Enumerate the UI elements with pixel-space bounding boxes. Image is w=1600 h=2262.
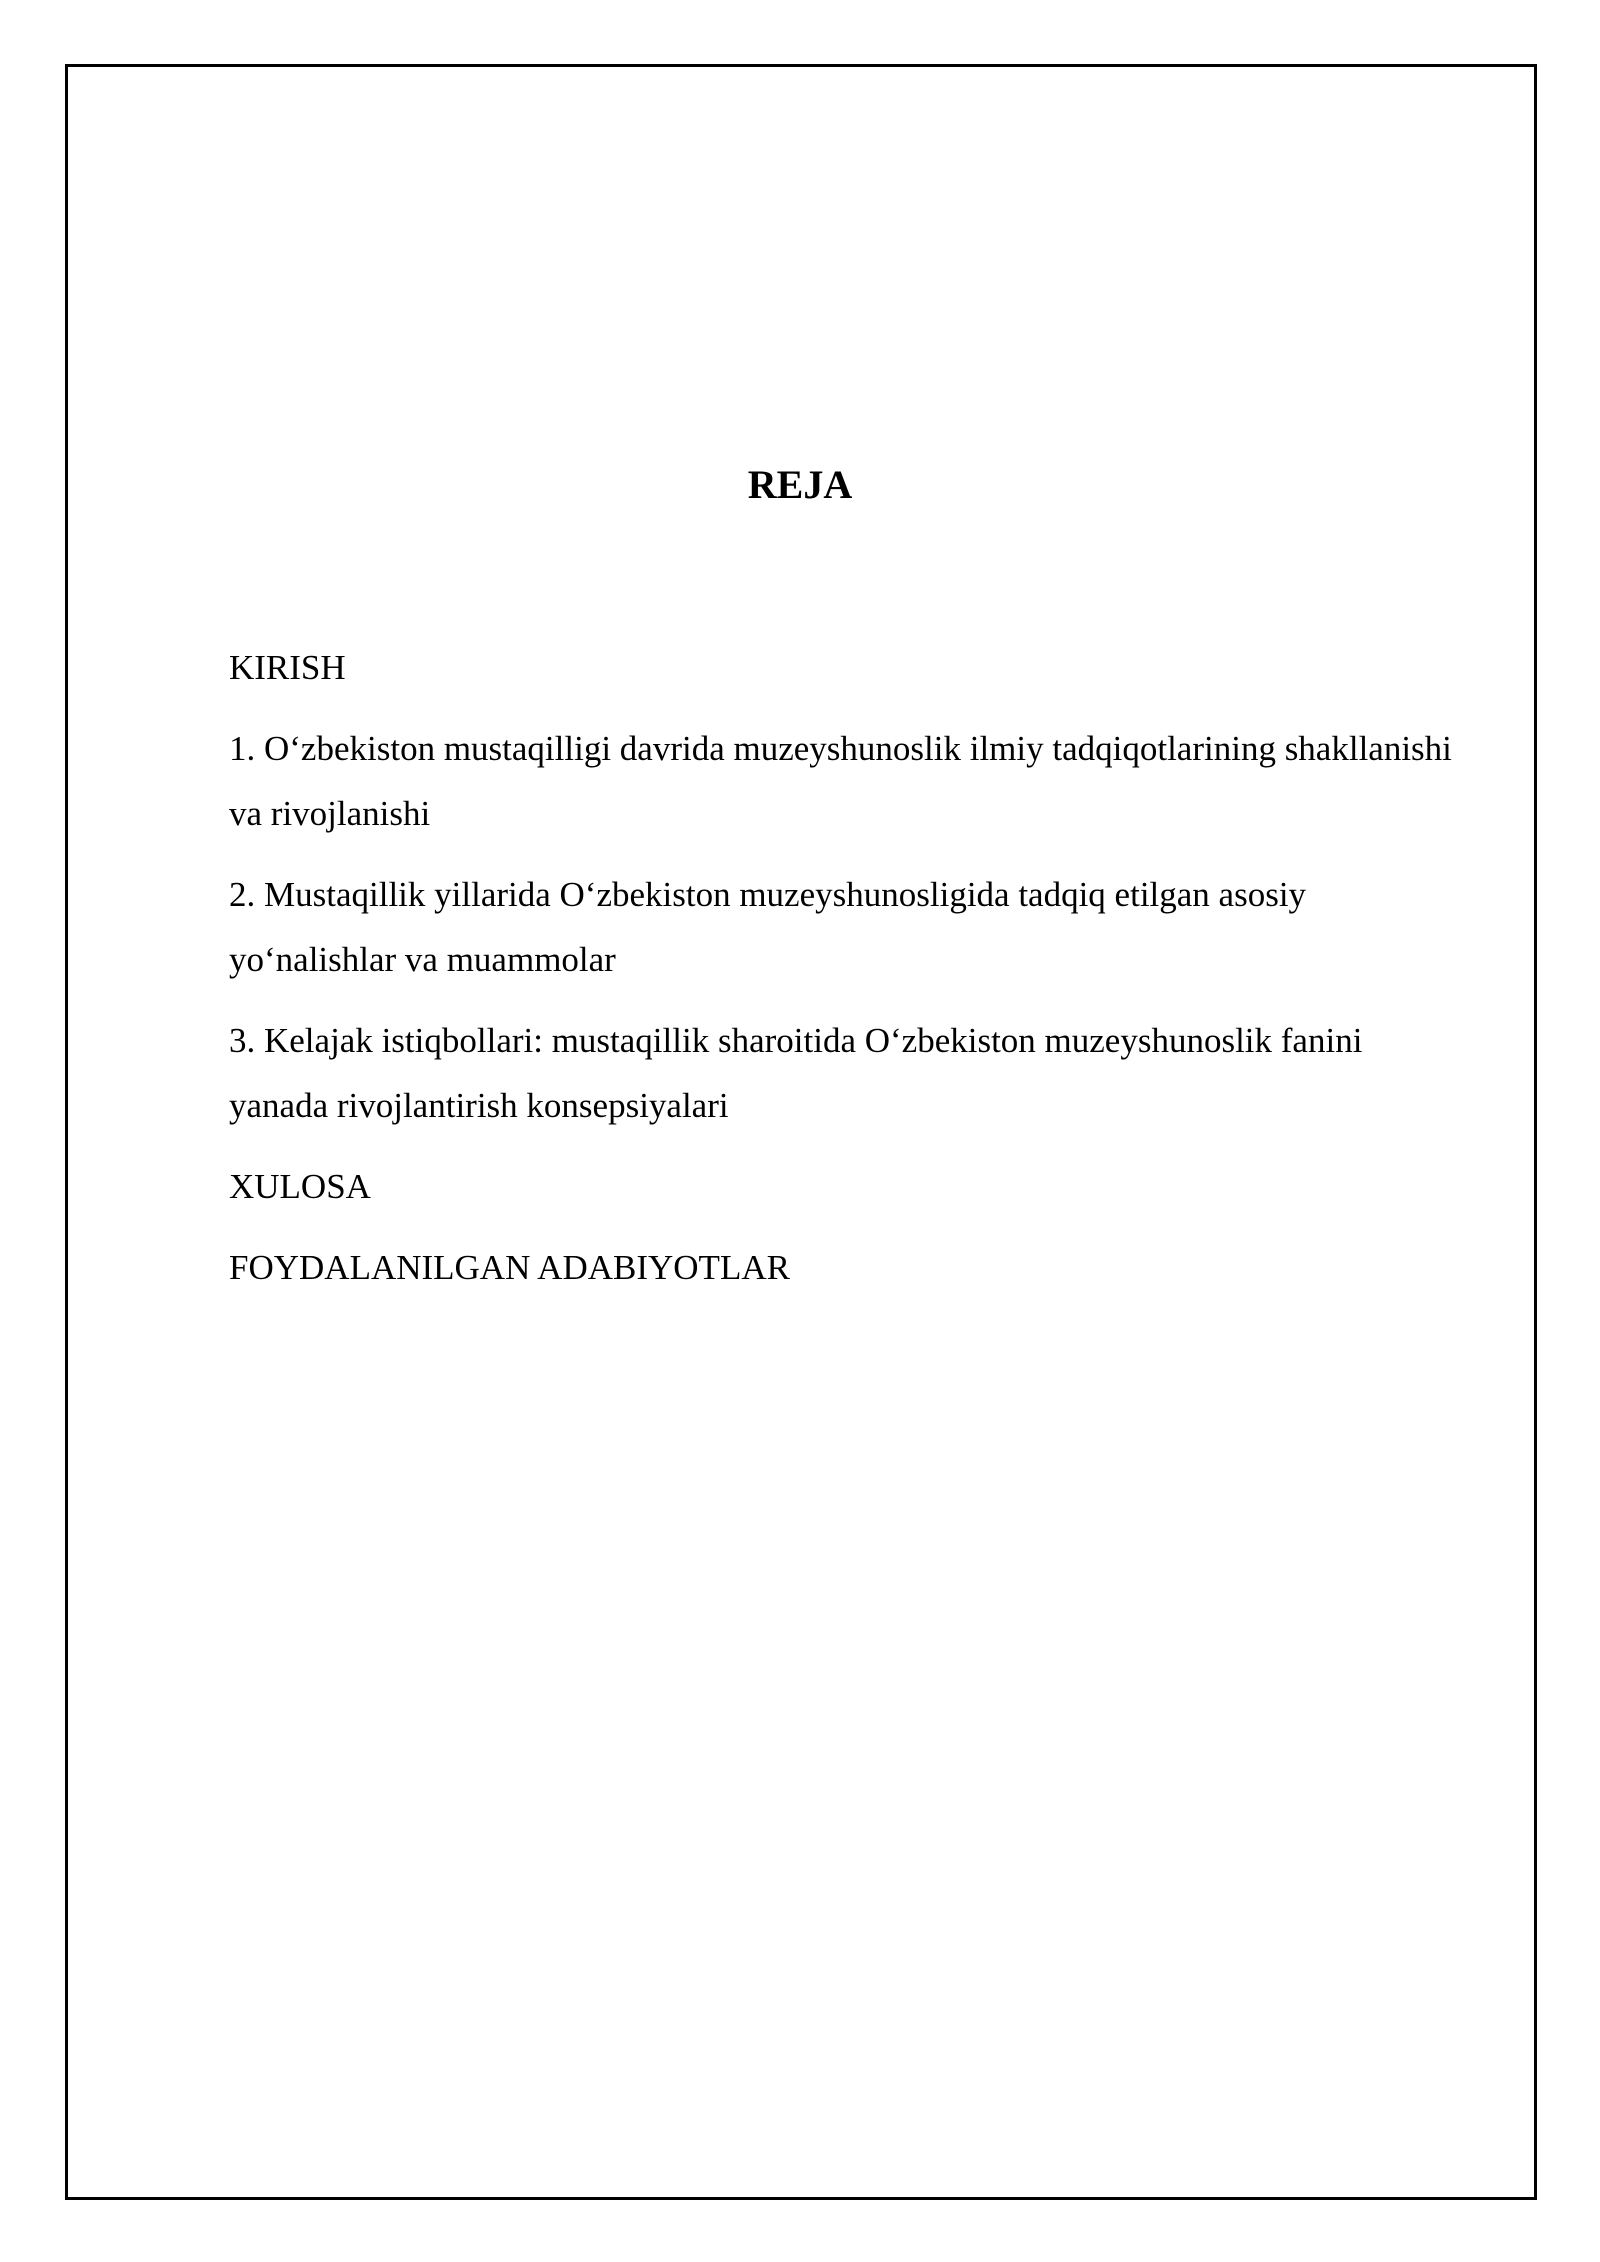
plan-item-conclusion: XULOSA (229, 1167, 371, 1206)
page-title: REJA (747, 462, 853, 507)
plan-item-1: 1. O‘zbekiston mustaqilligi davrida muzeyshunoslik ilmiy tadqiqotlarining shakllanishi va rivojlanishi (229, 729, 1452, 833)
plan-list (229, 635, 1469, 1316)
plan-item-references: FOYDALANILGAN ADABIYOTLAR (229, 1248, 790, 1287)
plan-item-2: 2. Mustaqillik yillarida O‘zbekiston muzeyshunosligida tadqiq etilgan asosiy yo‘nalishlar va muammolar (229, 875, 1307, 979)
plan-item-introduction: KIRISH (229, 648, 346, 687)
plan-item-3: 3. Kelajak istiqbollari: mustaqillik sharoitida O‘zbekiston muzeyshunoslik fanini yanada rivojlantirish konsepsiyalari (229, 1021, 1363, 1125)
